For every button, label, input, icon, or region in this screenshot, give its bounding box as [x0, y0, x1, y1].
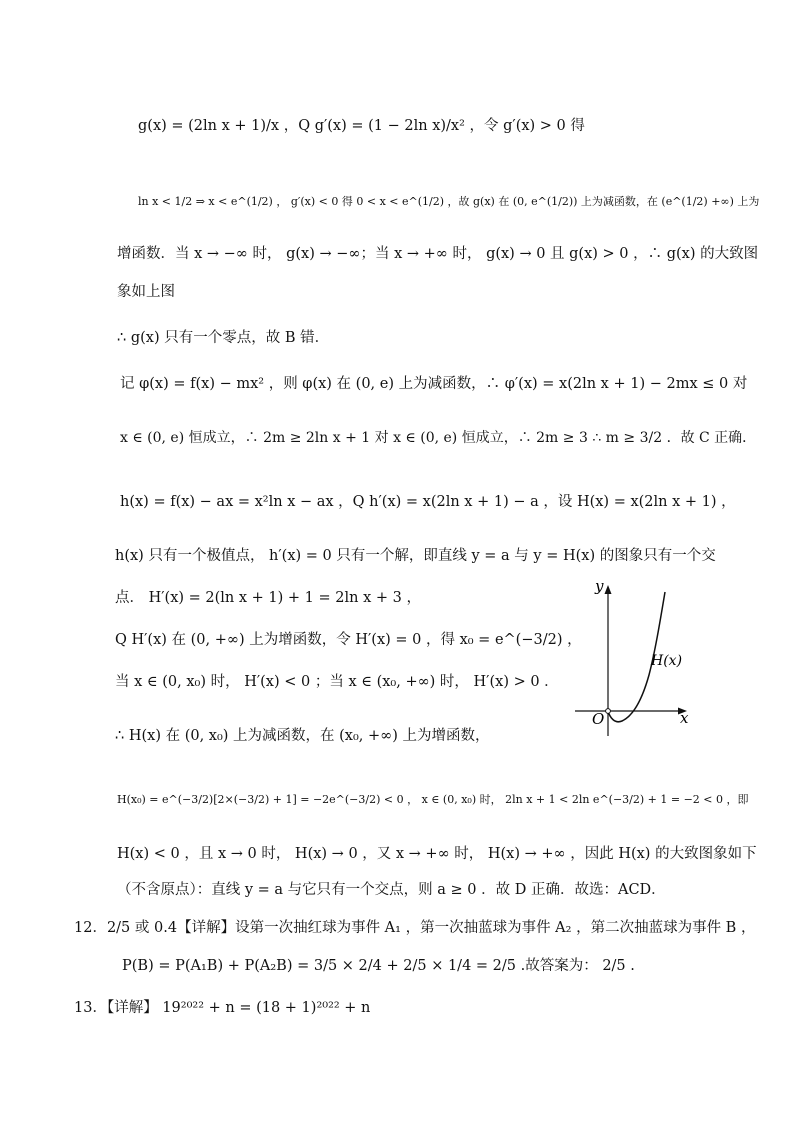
text-line: x ∈ (0, e) 恒成立，∴ 2m ≥ 2ln x + 1 对 x ∈ (0, e) 恒成立，∴ 2m ≥ 3 ∴ m ≥ 3/2 ．故 C 正确．: [120, 430, 757, 446]
text-line: P(B) = P(A₁B) + P(A₂B) = 3/5 × 2/4 + 2/5 × 1/4 = 2/5 .故答案为： 2/5 .: [122, 958, 635, 974]
text-line: 当 x ∈ (0, x₀) 时， H′(x) < 0 ；当 x ∈ (x₀, +∞) 时， H′(x) > 0 ．: [115, 674, 559, 690]
text-line: 增函数．当 x → −∞ 时， g(x) → −∞；当 x → +∞ 时， g(x) → 0 且 g(x) > 0 ，∴ g(x) 的大致图: [117, 246, 759, 262]
text-line: （不含原点）：直线 y = a 与它只有一个交点，则 a ≥ 0 ．故 D 正确．故选：ACD．: [117, 882, 666, 898]
graph-svg: [570, 578, 700, 738]
y-axis-arrow: [605, 585, 612, 594]
text-line: ln x < 1/2 ⇒ x < e^(1/2) ， g′(x) < 0 得 0 < x < e^(1/2) ，故 g(x) 在 (0, e^(1/2)) 上为减函数，在 (e^(1/2) +∞) 上为: [138, 195, 760, 208]
origin-point: [606, 709, 611, 714]
text-line: H(x₀) = e^(−3/2)[2×(−3/2) + 1] = −2e^(−3/2) < 0 ， x ∈ (0, x₀) 时， 2ln x + 1 < 2ln e^(−3/2) + 1 = −2 < 0 ，即: [117, 793, 749, 806]
graph-figure: [570, 578, 700, 738]
text-line: 点． H′(x) = 2(ln x + 1) + 1 = 2ln x + 3 ，: [115, 590, 421, 606]
text-line: h(x) = f(x) − ax = x²ln x − ax ，Q h′(x) = x(2ln x + 1) − a ，设 H(x) = x(2ln x + 1) ，: [120, 494, 736, 510]
text-line: Q H′(x) 在 (0, +∞) 上为增函数，令 H′(x) = 0 ，得 x₀ = e^(−3/2) ，: [115, 632, 582, 648]
curve-label: H(x): [651, 653, 683, 669]
text-line: h(x) 只有一个极值点， h′(x) = 0 只有一个解，即直线 y = a 与 y = H(x) 的图象只有一个交: [115, 548, 716, 564]
text-line: 12．2/5 或 0.4【详解】设第一次抽红球为事件 A₁ ，第一次抽蓝球为事件 A₂ ，第二次抽蓝球为事件 B ，: [74, 920, 756, 936]
text-line: g(x) = (2ln x + 1)/x ，Q g′(x) = (1 − 2ln x)/x² ，令 g′(x) > 0 得: [138, 118, 585, 134]
text-line: 象如上图: [117, 284, 175, 300]
text-line: ∴ g(x) 只有一个零点，故 B 错．: [117, 330, 330, 346]
text-line: 记 φ(x) = f(x) − mx² ，则 φ(x) 在 (0, e) 上为减函数，∴ φ′(x) = x(2ln x + 1) − 2mx ≤ 0 对: [120, 376, 748, 392]
origin-label: O: [592, 710, 605, 728]
x-axis-label: x: [680, 709, 689, 727]
y-axis-label: y: [595, 578, 604, 595]
text-line: 13．【详解】 19²⁰²² + n = (18 + 1)²⁰²² + n: [74, 1000, 371, 1016]
text-line: H(x) < 0 ，且 x → 0 时， H(x) → 0 ，又 x → +∞ 时， H(x) → +∞ ，因此 H(x) 的大致图象如下: [117, 846, 757, 862]
text-line: ∴ H(x) 在 (0, x₀) 上为减函数，在 (x₀, +∞) 上为增函数，: [115, 728, 490, 744]
